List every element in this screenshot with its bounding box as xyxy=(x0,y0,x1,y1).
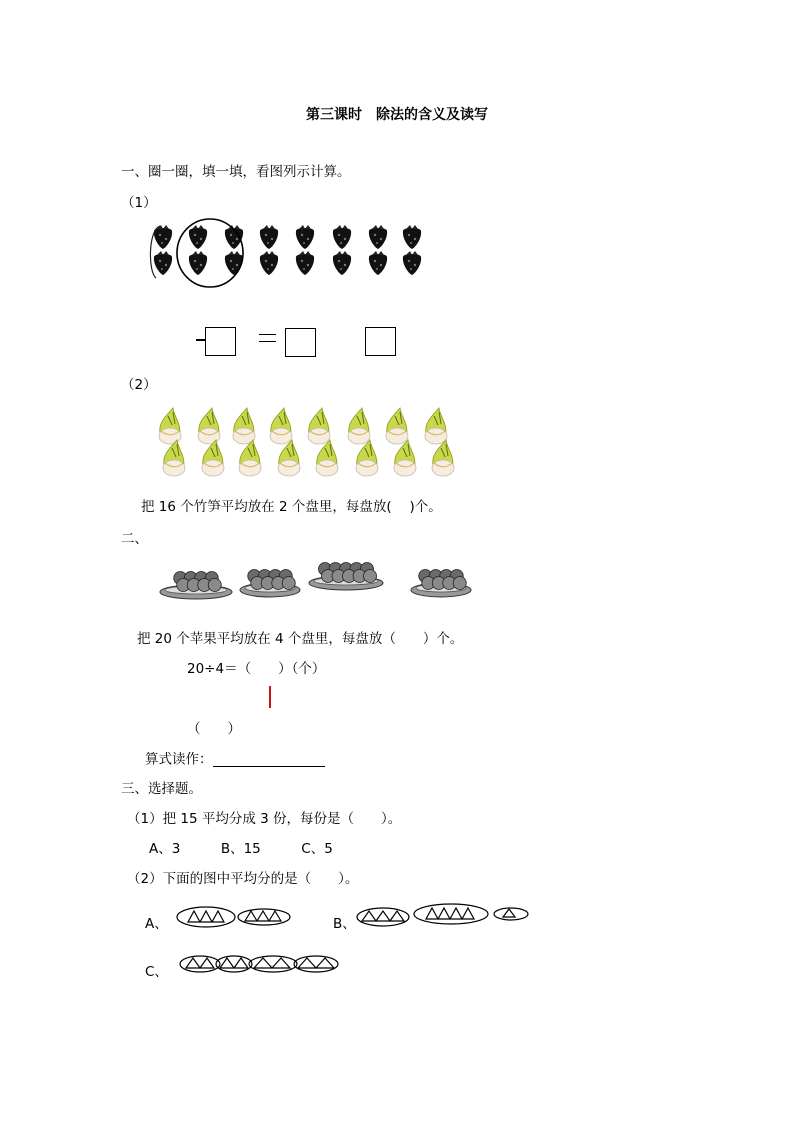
apple-icon xyxy=(195,572,208,585)
bamboo-shoot-icon xyxy=(348,408,370,444)
strawberry-icon xyxy=(154,225,172,249)
apple-plate xyxy=(309,563,383,591)
bamboo-shoot-icon xyxy=(432,440,454,476)
apple-icon xyxy=(353,570,366,583)
apple-icon xyxy=(198,579,211,592)
bamboo-shoot-icon xyxy=(278,440,300,476)
triangle-group xyxy=(220,958,248,968)
option-b-label[interactable]: B、 xyxy=(333,916,356,932)
strawberry-icon xyxy=(403,225,421,249)
strawberry-icon xyxy=(189,251,207,275)
strawberry-icon xyxy=(403,251,421,275)
strawberry-icon xyxy=(369,225,387,249)
section1-heading: 一、圈一圈，填一填，看图列示计算。 xyxy=(121,164,351,180)
bamboo-shoot-icon xyxy=(163,440,185,476)
strawberry-icon xyxy=(260,251,278,275)
option-a-label[interactable]: A、 xyxy=(145,916,168,932)
triangle-group xyxy=(362,911,404,921)
strawberry-icon xyxy=(189,225,207,249)
apple-icon xyxy=(208,579,221,592)
apple-icon xyxy=(343,570,356,583)
apple-icon xyxy=(177,579,190,592)
bamboo-shoot-icon xyxy=(202,440,224,476)
page-title: 第三课时 除法的含义及读写 xyxy=(306,107,488,123)
triangle-group xyxy=(188,911,224,922)
apple-icon xyxy=(205,572,218,585)
apple-icon xyxy=(282,577,295,590)
apple-icon xyxy=(361,563,374,576)
triangle-group xyxy=(245,911,281,921)
apple-icon xyxy=(251,577,264,590)
strawberry-icon xyxy=(296,225,314,249)
apple-icon xyxy=(422,577,435,590)
triangle-group xyxy=(426,908,474,919)
answer-box-result[interactable] xyxy=(365,327,396,356)
apple-icon xyxy=(419,570,432,583)
apple-plate xyxy=(240,570,300,598)
strawberry-icon xyxy=(225,251,243,275)
apple-icon xyxy=(322,570,335,583)
apple-icon xyxy=(279,570,292,583)
hand-drawn-circle-1 xyxy=(150,226,160,278)
read-equation-line xyxy=(145,753,325,767)
apple-icon xyxy=(350,563,363,576)
option-b-oval-2 xyxy=(414,904,488,924)
option-c-oval-4 xyxy=(294,956,338,972)
apple-icon xyxy=(340,563,353,576)
apple-icon xyxy=(443,577,456,590)
division-sign-mark xyxy=(196,339,205,341)
bamboo-shoot-icon xyxy=(356,440,378,476)
option-a-oval-1 xyxy=(177,907,235,927)
apple-icon xyxy=(258,570,271,583)
bamboo-shoot-icon xyxy=(159,408,181,444)
apple-icon xyxy=(432,577,445,590)
apple-icon xyxy=(261,577,274,590)
triangle-group xyxy=(503,909,515,917)
triangle-group xyxy=(186,958,214,968)
answer-box-dividend[interactable] xyxy=(205,327,236,356)
read-answer-blank[interactable] xyxy=(213,753,325,767)
option-b-oval-3 xyxy=(494,908,528,920)
apple-icon xyxy=(332,570,345,583)
option-a-oval-2 xyxy=(238,909,290,925)
bamboo-shoot-icon xyxy=(394,440,416,476)
option-c-oval-3 xyxy=(249,956,297,972)
apple-plate xyxy=(160,572,232,600)
strawberry-icon xyxy=(369,251,387,275)
answer-box-divisor[interactable] xyxy=(285,328,316,357)
apple-icon xyxy=(329,563,342,576)
hand-drawn-circle-2 xyxy=(177,219,243,287)
bamboo-shoot-icon xyxy=(233,408,255,444)
strawberry-icon xyxy=(296,251,314,275)
triangle-group xyxy=(298,958,334,968)
bamboo-shoot-icon xyxy=(308,408,330,444)
bamboo-shoot-icon xyxy=(239,440,261,476)
section3-heading: 三、选择题。 xyxy=(121,781,202,797)
strawberry-icon xyxy=(333,251,351,275)
apple-icon xyxy=(453,577,466,590)
strawberry-icon xyxy=(225,225,243,249)
apple-icon xyxy=(272,577,285,590)
part1-label: （1） xyxy=(121,195,157,211)
red-bar-mark xyxy=(269,686,271,708)
question1-options: A、3 B、15 C、5 xyxy=(149,841,333,857)
apple-icon xyxy=(319,563,332,576)
strawberry-icon xyxy=(333,225,351,249)
apple-problem-text: 把 20 个苹果平均放在 4 个盘里，每盘放（ ）个。 xyxy=(137,631,464,647)
apple-icon xyxy=(187,579,200,592)
apple-icon xyxy=(364,570,377,583)
division-equation: 20÷4＝（ ）（个） xyxy=(187,661,326,677)
apple-icon xyxy=(440,570,453,583)
apple-plate xyxy=(411,570,471,598)
bamboo-shoot-icon xyxy=(270,408,292,444)
apple-icon xyxy=(248,570,261,583)
option-b-oval-1 xyxy=(357,908,409,926)
apple-icon xyxy=(429,570,442,583)
section2-heading: 二、 xyxy=(121,531,148,547)
strawberry-icon xyxy=(260,225,278,249)
apple-icon xyxy=(184,572,197,585)
apple-icon xyxy=(174,572,187,585)
option-c-oval-1 xyxy=(180,956,220,972)
part2-label: （2） xyxy=(121,377,157,393)
bamboo-shoot-icon xyxy=(386,408,408,444)
question2: （2）下面的图中平均分的是（ ）。 xyxy=(127,871,359,887)
option-c-label[interactable]: C、 xyxy=(145,964,168,980)
option-c-oval-2 xyxy=(216,956,252,972)
question1: （1）把 15 平均分成 3 份，每份是（ ）。 xyxy=(127,811,402,827)
bamboo-shoot-icon xyxy=(316,440,338,476)
bamboo-shoot-icon xyxy=(198,408,220,444)
triangle-group xyxy=(254,958,290,968)
apple-icon xyxy=(450,570,463,583)
strawberry-icon xyxy=(154,251,172,275)
bamboo-problem-text: 把 16 个竹笋平均放在 2 个盘里，每盘放( )个。 xyxy=(141,499,442,515)
read-label: 算式读作： xyxy=(145,751,213,768)
equals-sign xyxy=(259,334,276,342)
answer-paren: （ ） xyxy=(187,721,241,737)
bamboo-shoot-icon xyxy=(425,408,447,444)
apple-icon xyxy=(269,570,282,583)
